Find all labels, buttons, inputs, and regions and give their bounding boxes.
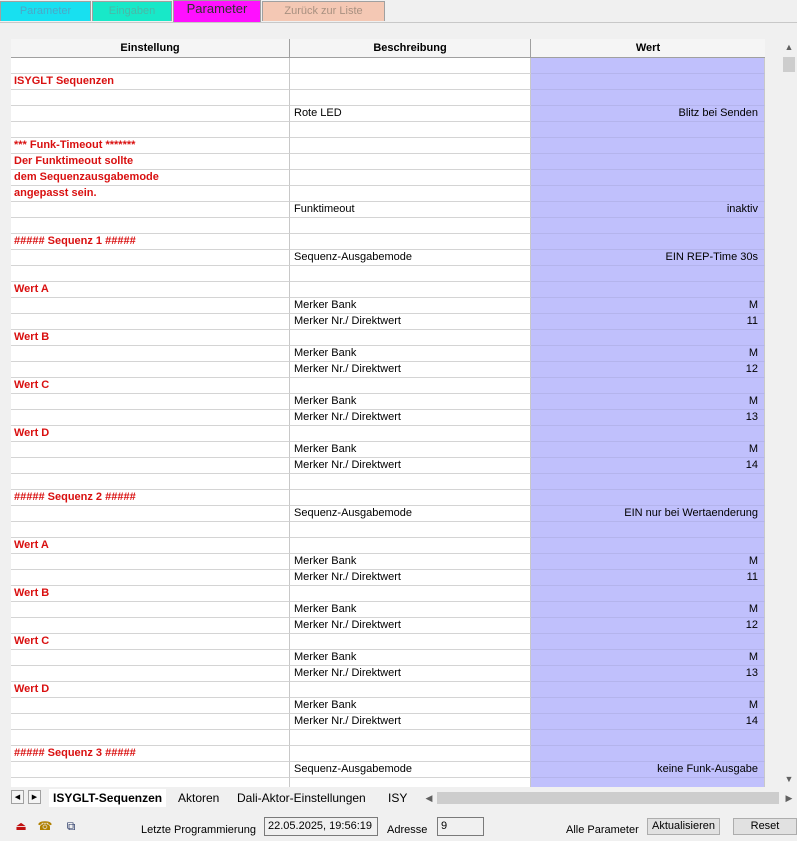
table-row[interactable] [11, 250, 765, 266]
last-programming-field: 22.05.2025, 19:56:19 [264, 817, 378, 836]
setting-cell [11, 218, 290, 234]
phone-icon[interactable]: ☎ [37, 819, 53, 833]
value-cell[interactable] [531, 74, 765, 90]
value-cell[interactable] [531, 490, 765, 506]
value-cell[interactable] [531, 778, 765, 787]
setting-cell: Wert A [11, 538, 290, 554]
grid-header [11, 39, 765, 58]
description-cell: Sequenz-Ausgabemode [290, 250, 531, 266]
table-row[interactable] [11, 586, 765, 602]
table-row[interactable] [11, 298, 765, 314]
header-einstellung[interactable]: Einstellung [11, 39, 290, 57]
description-cell: Merker Bank [290, 442, 531, 458]
table-row[interactable] [11, 330, 765, 346]
description-cell [290, 122, 531, 138]
hscroll-thumb[interactable] [437, 792, 779, 804]
value-cell[interactable] [531, 234, 765, 250]
value-cell[interactable]: 12 [531, 618, 765, 634]
value-cell[interactable] [531, 330, 765, 346]
table-row[interactable] [11, 458, 765, 474]
value-cell[interactable] [531, 90, 765, 106]
table-row[interactable] [11, 426, 765, 442]
address-label: Adresse [387, 824, 428, 836]
table-row[interactable] [11, 58, 765, 74]
scroll-left-icon[interactable]: ◀ [425, 793, 433, 803]
table-row[interactable] [11, 314, 765, 330]
header-beschreibung[interactable]: Beschreibung [290, 39, 531, 57]
tab-eingaben[interactable]: Eingaben [92, 1, 172, 21]
table-row[interactable] [11, 618, 765, 634]
description-cell [290, 490, 531, 506]
exit-icon[interactable]: ⏏ [15, 819, 27, 833]
footer-bar [0, 812, 797, 841]
value-cell[interactable]: M [531, 650, 765, 666]
copy-icon[interactable]: ⧉ [66, 819, 76, 833]
last-programming-label: Letzte Programmierung [141, 824, 256, 836]
description-cell: Merker Bank [290, 298, 531, 314]
value-cell[interactable] [531, 218, 765, 234]
setting-cell: ISYGLT Sequenzen [11, 74, 290, 90]
table-row[interactable] [11, 778, 765, 787]
description-cell [290, 746, 531, 762]
table-row[interactable] [11, 666, 765, 682]
description-cell [290, 538, 531, 554]
tab-parameter[interactable]: Parameter [173, 0, 261, 23]
value-cell[interactable]: M [531, 554, 765, 570]
setting-cell [11, 698, 290, 714]
description-cell [290, 234, 531, 250]
table-row[interactable] [11, 730, 765, 746]
table-row[interactable] [11, 746, 765, 762]
setting-cell [11, 298, 290, 314]
table-row[interactable] [11, 362, 765, 378]
table-row[interactable] [11, 650, 765, 666]
setting-cell [11, 570, 290, 586]
description-cell: Merker Bank [290, 698, 531, 714]
description-cell [290, 730, 531, 746]
value-cell[interactable] [531, 138, 765, 154]
description-cell [290, 522, 531, 538]
horizontal-scrollbar[interactable] [421, 790, 797, 806]
value-cell[interactable]: M [531, 346, 765, 362]
value-cell[interactable] [531, 538, 765, 554]
setting-cell [11, 714, 290, 730]
value-cell[interactable] [531, 378, 765, 394]
tab-back-to-list[interactable]: Zurück zur Liste [262, 1, 385, 21]
setting-cell: *** Funk-Timeout ******* [11, 138, 290, 154]
table-row[interactable] [11, 218, 765, 234]
value-cell[interactable] [531, 586, 765, 602]
value-cell[interactable]: M [531, 442, 765, 458]
value-cell[interactable]: 13 [531, 410, 765, 426]
value-cell[interactable] [531, 730, 765, 746]
description-cell [290, 426, 531, 442]
setting-cell: Wert D [11, 426, 290, 442]
sheet-next-icon[interactable]: ▶ [28, 790, 41, 804]
setting-cell [11, 666, 290, 682]
top-tab-bar [0, 0, 797, 22]
description-cell: Merker Nr./ Direktwert [290, 362, 531, 378]
sheet-tab-bar [11, 789, 797, 807]
setting-cell [11, 314, 290, 330]
table-row[interactable] [11, 282, 765, 298]
value-cell[interactable] [531, 154, 765, 170]
description-cell [290, 682, 531, 698]
description-cell [290, 330, 531, 346]
table-row[interactable] [11, 106, 765, 122]
table-row[interactable] [11, 570, 765, 586]
sheet-tab-isy[interactable]: ISY [388, 791, 408, 805]
header-wert[interactable]: Wert [635, 42, 661, 54]
setting-cell: ##### Sequenz 3 ##### [11, 746, 290, 762]
value-cell[interactable] [531, 426, 765, 442]
table-row[interactable] [11, 202, 765, 218]
setting-cell: Wert B [11, 330, 290, 346]
value-cell[interactable]: EIN nur bei Wertaenderung [531, 506, 765, 522]
table-row[interactable] [11, 266, 765, 282]
value-cell[interactable] [531, 58, 765, 74]
setting-cell [11, 202, 290, 218]
setting-cell [11, 762, 290, 778]
table-row[interactable] [11, 698, 765, 714]
description-cell [290, 186, 531, 202]
setting-cell [11, 410, 290, 426]
address-field[interactable]: 9 [437, 817, 484, 836]
description-cell [290, 282, 531, 298]
sheet-tab-isyglt-sequenzen[interactable]: ISYGLT-Sequenzen [49, 789, 166, 807]
scroll-up-icon[interactable]: ▲ [784, 42, 794, 52]
description-cell [290, 378, 531, 394]
value-cell[interactable] [531, 682, 765, 698]
setting-cell [11, 362, 290, 378]
setting-cell [11, 346, 290, 362]
setting-cell: Wert D [11, 682, 290, 698]
table-row[interactable] [11, 394, 765, 410]
parameter-grid [11, 39, 765, 787]
description-cell [290, 90, 531, 106]
description-cell [290, 474, 531, 490]
setting-cell [11, 650, 290, 666]
setting-cell [11, 474, 290, 490]
value-cell[interactable]: M [531, 394, 765, 410]
setting-cell [11, 458, 290, 474]
description-cell [290, 218, 531, 234]
setting-cell [11, 90, 290, 106]
setting-cell [11, 266, 290, 282]
table-row[interactable] [11, 506, 765, 522]
value-cell[interactable]: keine Funk-Ausgabe [531, 762, 765, 778]
sheet-tab-aktoren[interactable]: Aktoren [178, 791, 220, 805]
table-row[interactable] [11, 602, 765, 618]
scroll-right-icon[interactable]: ▶ [785, 793, 793, 803]
value-cell[interactable] [531, 186, 765, 202]
setting-cell [11, 58, 290, 74]
value-cell[interactable]: Blitz bei Senden [531, 106, 765, 122]
vertical-scrollbar[interactable] [781, 39, 797, 787]
setting-cell [11, 442, 290, 458]
table-row[interactable] [11, 346, 765, 362]
description-cell [290, 154, 531, 170]
description-cell: Funktimeout [290, 202, 531, 218]
table-row[interactable] [11, 186, 765, 202]
setting-cell: Wert C [11, 378, 290, 394]
table-row[interactable] [11, 410, 765, 426]
tab-parameter-1[interactable]: Parameter [0, 1, 91, 21]
setting-cell [11, 250, 290, 266]
table-row[interactable] [11, 682, 765, 698]
description-cell: Merker Bank [290, 554, 531, 570]
value-cell[interactable]: 12 [531, 362, 765, 378]
reset-button[interactable]: Reset [733, 818, 797, 835]
table-row[interactable] [11, 378, 765, 394]
setting-cell: angepasst sein. [11, 186, 290, 202]
value-cell[interactable]: 11 [531, 314, 765, 330]
description-cell [290, 138, 531, 154]
value-cell[interactable] [531, 170, 765, 186]
all-parameters-label: Alle Parameter [566, 824, 639, 836]
description-cell [290, 170, 531, 186]
setting-cell [11, 106, 290, 122]
setting-cell [11, 122, 290, 138]
table-row[interactable] [11, 714, 765, 730]
table-row[interactable] [11, 90, 765, 106]
refresh-button[interactable]: Aktualisieren [647, 818, 720, 835]
value-cell[interactable] [531, 522, 765, 538]
description-cell: Merker Nr./ Direktwert [290, 314, 531, 330]
description-cell [290, 58, 531, 74]
setting-cell: ##### Sequenz 2 ##### [11, 490, 290, 506]
table-row[interactable] [11, 490, 765, 506]
table-row[interactable] [11, 762, 765, 778]
description-cell: Sequenz-Ausgabemode [290, 762, 531, 778]
description-cell: Merker Bank [290, 346, 531, 362]
value-cell[interactable]: 11 [531, 570, 765, 586]
table-row[interactable] [11, 74, 765, 90]
setting-cell: dem Sequenzausgabemode [11, 170, 290, 186]
value-cell[interactable]: EIN REP-Time 30s [531, 250, 765, 266]
table-row[interactable] [11, 474, 765, 490]
sheet-tab-dali-aktor[interactable]: Dali-Aktor-Einstellungen [237, 791, 366, 805]
description-cell [290, 634, 531, 650]
setting-cell [11, 554, 290, 570]
value-cell[interactable] [531, 122, 765, 138]
value-cell[interactable]: M [531, 698, 765, 714]
table-row[interactable] [11, 538, 765, 554]
setting-cell [11, 602, 290, 618]
value-cell[interactable]: M [531, 298, 765, 314]
description-cell: Rote LED [290, 106, 531, 122]
setting-cell [11, 618, 290, 634]
setting-cell [11, 730, 290, 746]
description-cell: Merker Nr./ Direktwert [290, 570, 531, 586]
setting-cell: Wert A [11, 282, 290, 298]
description-cell: Merker Nr./ Direktwert [290, 666, 531, 682]
setting-cell [11, 522, 290, 538]
value-cell[interactable]: 14 [531, 714, 765, 730]
table-row[interactable] [11, 138, 765, 154]
tab-divider [0, 22, 797, 23]
scroll-down-icon[interactable]: ▼ [784, 774, 794, 784]
value-cell[interactable]: 13 [531, 666, 765, 682]
value-cell[interactable] [531, 746, 765, 762]
scroll-thumb[interactable] [783, 57, 795, 72]
setting-cell: ##### Sequenz 1 ##### [11, 234, 290, 250]
description-cell: Merker Nr./ Direktwert [290, 410, 531, 426]
sheet-prev-icon[interactable]: ◀ [11, 790, 24, 804]
setting-cell: Wert B [11, 586, 290, 602]
value-cell[interactable] [531, 266, 765, 282]
description-cell: Merker Bank [290, 602, 531, 618]
setting-cell [11, 506, 290, 522]
value-cell[interactable]: M [531, 602, 765, 618]
value-cell[interactable] [531, 474, 765, 490]
setting-cell: Wert C [11, 634, 290, 650]
description-cell: Merker Bank [290, 650, 531, 666]
description-cell: Merker Nr./ Direktwert [290, 458, 531, 474]
value-cell[interactable]: inaktiv [531, 202, 765, 218]
description-cell [290, 586, 531, 602]
description-cell: Merker Nr./ Direktwert [290, 618, 531, 634]
value-cell[interactable]: 14 [531, 458, 765, 474]
table-row[interactable] [11, 554, 765, 570]
setting-cell [11, 778, 290, 787]
table-row[interactable] [11, 170, 765, 186]
table-row[interactable] [11, 154, 765, 170]
value-cell[interactable] [531, 282, 765, 298]
value-cell[interactable] [531, 634, 765, 650]
table-row[interactable] [11, 442, 765, 458]
setting-cell [11, 394, 290, 410]
table-row[interactable] [11, 122, 765, 138]
description-cell: Merker Bank [290, 394, 531, 410]
setting-cell: Der Funktimeout sollte [11, 154, 290, 170]
description-cell: Merker Nr./ Direktwert [290, 714, 531, 730]
description-cell [290, 778, 531, 787]
table-row[interactable] [11, 234, 765, 250]
table-row[interactable] [11, 634, 765, 650]
table-row[interactable] [11, 522, 765, 538]
description-cell [290, 266, 531, 282]
description-cell [290, 74, 531, 90]
description-cell: Sequenz-Ausgabemode [290, 506, 531, 522]
